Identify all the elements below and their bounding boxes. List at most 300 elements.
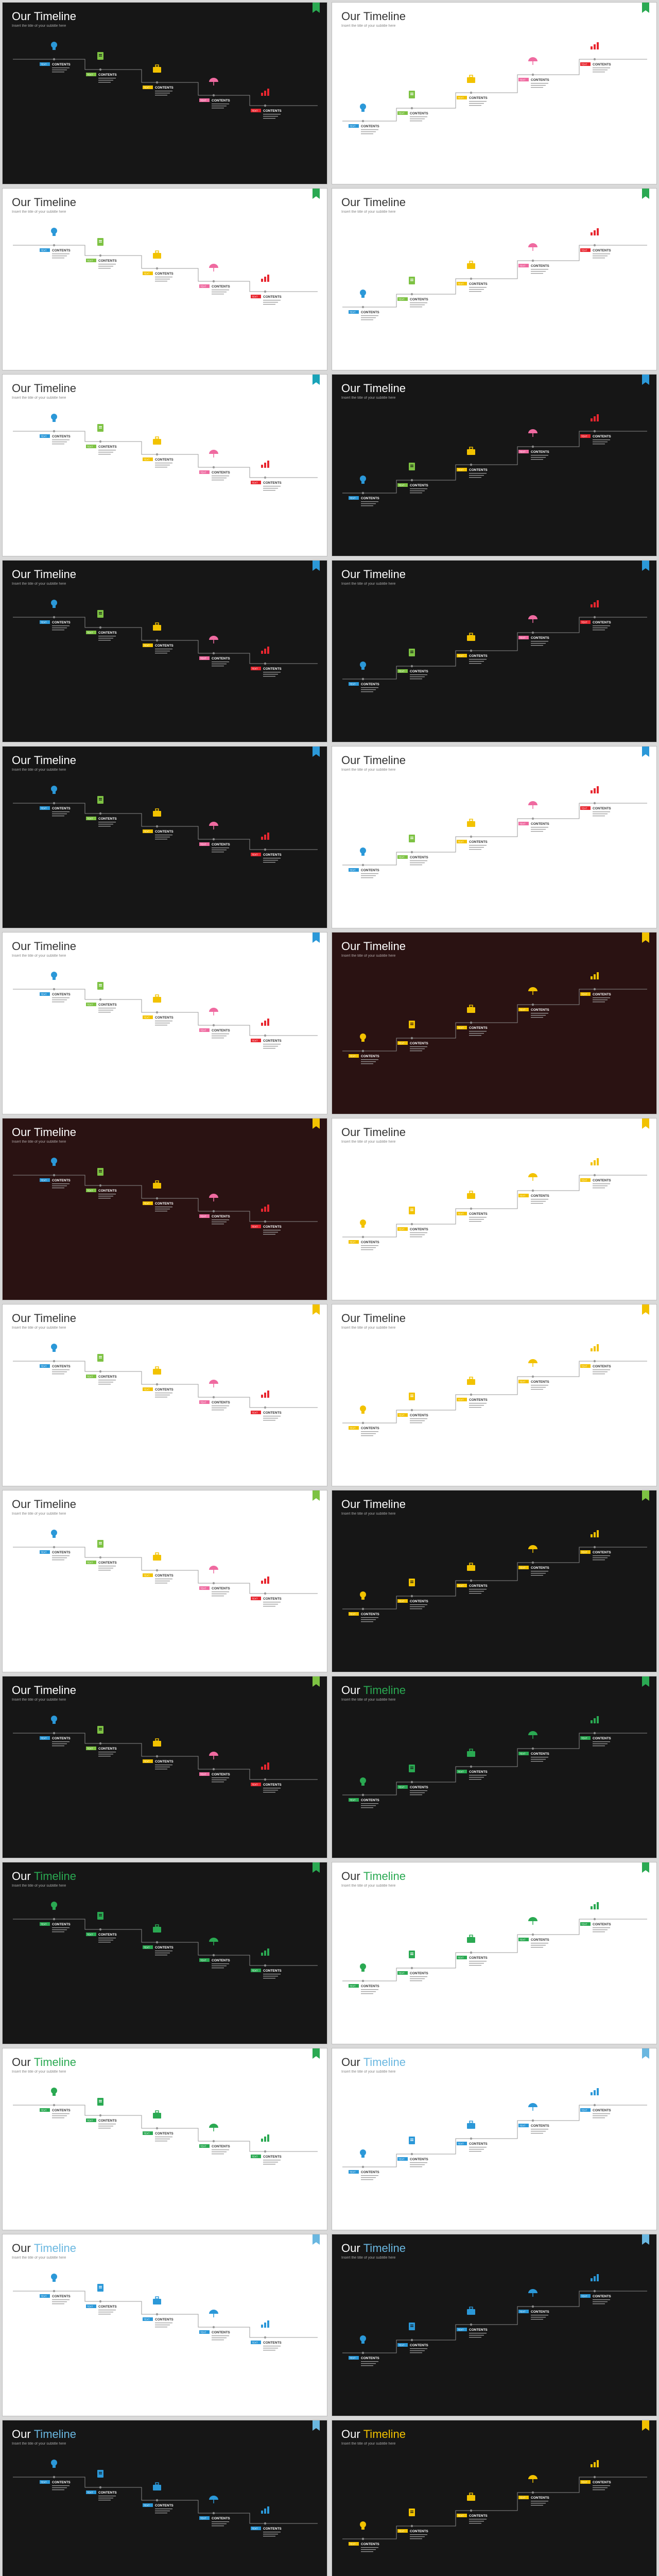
timeline-event <box>143 623 174 653</box>
slide-subtitle: Insert the title of your subtitle here <box>12 210 66 214</box>
tab-label: TEXT <box>581 249 587 252</box>
event-heading: CONTENTS <box>52 807 71 810</box>
timeline-event <box>86 424 117 454</box>
slide-thumbnail[interactable] <box>2 2420 327 2576</box>
slide-thumbnail[interactable] <box>332 1118 657 1300</box>
slide-thumbnail[interactable] <box>332 1676 657 1858</box>
slide-title-accent: Timeline <box>363 2242 406 2255</box>
event-heading: CONTENTS <box>410 298 428 301</box>
timeline-node <box>53 1918 55 1920</box>
event-heading: CONTENTS <box>593 1923 611 1926</box>
event-heading: CONTENTS <box>410 1972 428 1975</box>
timeline-node <box>594 1732 596 1734</box>
bulb-icon <box>361 2341 365 2344</box>
event-body-line <box>469 663 481 664</box>
event-heading: CONTENTS <box>98 2491 117 2495</box>
tab-label: TEXT <box>398 112 405 115</box>
event-body-line <box>410 118 425 119</box>
document-icon <box>99 2287 102 2289</box>
slide-thumbnail[interactable] <box>332 374 657 556</box>
document-icon <box>99 1730 102 1731</box>
tab-label: TEXT <box>581 807 587 810</box>
timeline-node <box>362 120 364 122</box>
event-body-line <box>593 1741 610 1742</box>
slide-subtitle: Insert the title of your subtitle here <box>341 1512 396 1516</box>
event-body-line <box>52 2487 67 2488</box>
timeline-event <box>40 1344 71 1374</box>
timeline-node <box>362 2352 364 2354</box>
timeline-node <box>594 244 596 246</box>
timeline-event <box>251 1391 282 1420</box>
event-heading: CONTENTS <box>410 1042 428 1045</box>
tab-label: TEXT <box>252 1783 258 1786</box>
timeline-event <box>86 2470 117 2500</box>
timeline-node <box>532 446 534 448</box>
event-heading: CONTENTS <box>531 2496 549 2500</box>
timeline-node <box>99 626 101 629</box>
tab-label: TEXT <box>519 1008 526 1011</box>
timeline-node <box>362 306 364 308</box>
event-heading: CONTENTS <box>98 73 117 77</box>
timeline-event <box>40 972 71 1002</box>
timeline-event <box>349 848 379 878</box>
tab-label: TEXT <box>458 1770 464 1773</box>
event-heading: CONTENTS <box>52 621 71 624</box>
event-heading: CONTENTS <box>361 2171 379 2174</box>
event-body-line <box>410 304 425 305</box>
timeline-node <box>411 479 413 481</box>
event-body-line <box>52 1369 70 1370</box>
slide-thumbnail[interactable] <box>2 746 327 928</box>
timeline-event <box>143 437 174 467</box>
event-body-line <box>410 1232 427 1233</box>
document-icon <box>410 1954 413 1955</box>
timeline-event <box>251 275 282 304</box>
slide-thumbnail[interactable] <box>2 560 327 742</box>
event-heading: CONTENTS <box>410 2530 428 2533</box>
timeline-event <box>397 1951 428 1981</box>
slide-thumbnail[interactable] <box>332 1490 657 1672</box>
timeline-node <box>53 58 55 60</box>
timeline-event <box>143 1925 174 1955</box>
timeline-node <box>213 466 215 468</box>
timeline-event <box>251 1205 282 1234</box>
event-body-line <box>361 133 373 134</box>
timeline-node <box>532 2120 534 2122</box>
slide-thumbnail[interactable] <box>2 2 327 184</box>
bulb-icon <box>53 1349 56 1352</box>
slide-thumbnail[interactable] <box>2 1676 327 1858</box>
tab-label: TEXT <box>519 1752 526 1755</box>
event-body-line <box>52 1557 67 1558</box>
slide-thumbnail[interactable] <box>332 2048 657 2230</box>
event-body-line <box>410 674 427 675</box>
event-body-line <box>361 1061 376 1062</box>
timeline-event <box>580 228 611 258</box>
timeline-event <box>580 1344 611 1374</box>
timeline-node <box>411 1781 413 1783</box>
briefcase-icon <box>470 819 473 821</box>
timeline-node <box>532 1004 534 1006</box>
timeline-node <box>53 2476 55 2478</box>
chart-icon <box>267 1577 269 1584</box>
briefcase-icon <box>155 809 159 811</box>
tab-label: TEXT <box>144 458 150 461</box>
slide-title-accent: Timeline <box>33 1312 77 1325</box>
timeline-event <box>397 649 428 679</box>
event-heading: CONTENTS <box>531 264 549 268</box>
event-body-line <box>361 2175 378 2176</box>
event-heading: CONTENTS <box>155 1388 174 1392</box>
slide-thumbnail[interactable] <box>332 2234 657 2416</box>
event-body-line <box>593 2489 605 2490</box>
tab-label: TEXT <box>350 311 356 314</box>
slide-thumbnail[interactable] <box>2 1862 327 2044</box>
event-body-line <box>361 2551 373 2552</box>
timeline-node <box>532 1190 534 1192</box>
event-heading: CONTENTS <box>52 1923 71 1926</box>
event-heading: CONTENTS <box>212 99 230 103</box>
slide-subtitle: Insert the title of your subtitle here <box>12 2070 66 2074</box>
slide-title-first: Our <box>341 1498 360 1511</box>
briefcase-icon <box>155 1181 159 1183</box>
slide-title-first: Our <box>12 1684 31 1697</box>
tab-label: TEXT <box>519 1380 526 1383</box>
slide-thumbnail[interactable] <box>332 2 657 184</box>
event-body-line <box>52 811 70 812</box>
event-heading: CONTENTS <box>98 1561 117 1565</box>
slide-title-first: Our <box>341 1126 360 1139</box>
slide-subtitle: Insert the title of your subtitle here <box>12 1698 66 1702</box>
chart-icon <box>597 414 599 421</box>
event-heading: CONTENTS <box>410 670 428 673</box>
timeline-node <box>470 2138 472 2140</box>
event-body-line <box>593 1183 610 1184</box>
timeline-node <box>213 2512 215 2514</box>
timeline-graphic <box>3 2048 327 2230</box>
timeline-event <box>86 2098 117 2128</box>
event-heading: CONTENTS <box>593 1551 611 1554</box>
timeline-event <box>86 1168 117 1198</box>
tab-label: TEXT <box>41 1923 47 1926</box>
briefcase-icon <box>155 1553 159 1555</box>
chart-icon <box>597 1902 599 1909</box>
event-body-line <box>212 1405 229 1406</box>
event-body-line <box>361 129 378 130</box>
event-heading: CONTENTS <box>263 481 282 485</box>
timeline-event <box>457 819 488 850</box>
event-heading: CONTENTS <box>593 249 611 252</box>
timeline-line <box>342 1361 647 1423</box>
tab-label: TEXT <box>144 1016 150 1019</box>
timeline-event <box>518 2289 549 2319</box>
timeline-event <box>457 2121 488 2151</box>
document-icon <box>410 1768 413 1769</box>
tab-label: TEXT <box>458 1398 464 1401</box>
event-heading: CONTENTS <box>469 96 488 100</box>
event-body-line <box>410 1606 425 1607</box>
slide-title-accent: Timeline <box>33 2428 77 2441</box>
slide-thumbnail[interactable] <box>2 2234 327 2416</box>
tab-label: TEXT <box>200 1029 206 1032</box>
event-body-line <box>361 1431 378 1432</box>
timeline-node <box>532 74 534 76</box>
timeline-event <box>518 615 549 646</box>
slide-subtitle: Insert the title of your subtitle here <box>341 768 396 772</box>
event-heading: CONTENTS <box>98 1003 117 1007</box>
timeline-graphic <box>3 189 327 370</box>
timeline-node <box>470 2324 472 2326</box>
timeline-event <box>199 1008 230 1038</box>
timeline-node <box>362 2166 364 2168</box>
briefcase-icon <box>470 1563 473 1565</box>
timeline-event <box>251 2134 282 2164</box>
timeline-event <box>251 2506 282 2536</box>
timeline-event <box>349 2149 379 2180</box>
timeline-node <box>264 2336 266 2338</box>
event-heading: CONTENTS <box>361 497 379 500</box>
timeline-event <box>143 65 174 95</box>
tab-label: TEXT <box>41 1551 47 1554</box>
timeline-event <box>349 1777 379 1808</box>
event-heading: CONTENTS <box>98 259 117 263</box>
tab-label: TEXT <box>458 2328 464 2331</box>
event-body-line <box>52 1371 67 1372</box>
timeline-event <box>40 2460 71 2490</box>
event-body-line <box>361 687 378 688</box>
timeline-node <box>470 1022 472 1024</box>
event-body-line <box>52 1555 70 1556</box>
event-body-line <box>52 999 67 1000</box>
event-body-line <box>410 862 425 863</box>
tab-label: TEXT <box>41 1365 47 1368</box>
slide-title-accent: Timeline <box>33 1870 77 1883</box>
tab-label: TEXT <box>252 1969 258 1972</box>
timeline-node <box>411 665 413 667</box>
bulb-icon <box>53 2465 56 2468</box>
event-body-line <box>361 1249 373 1250</box>
event-heading: CONTENTS <box>410 1228 428 1231</box>
slide-thumbnail[interactable] <box>2 188 327 370</box>
event-heading: CONTENTS <box>410 1414 428 1417</box>
timeline-event <box>143 2297 174 2327</box>
document-icon <box>99 1544 102 1545</box>
slide-title-first: Our <box>12 568 31 581</box>
timeline-node <box>470 1394 472 1396</box>
timeline-node <box>411 107 413 109</box>
slide-thumbnail[interactable] <box>2 1118 327 1300</box>
timeline-event <box>349 290 379 320</box>
event-heading: CONTENTS <box>469 840 488 844</box>
slide-title-accent: Timeline <box>363 1870 406 1883</box>
chart-icon <box>597 1530 599 1537</box>
timeline-event <box>251 1762 282 1792</box>
timeline-event <box>199 1194 230 1224</box>
chart-icon <box>267 1019 269 1026</box>
timeline-node <box>213 838 215 840</box>
chart-icon <box>267 461 269 468</box>
event-heading: CONTENTS <box>531 1752 549 1756</box>
timeline-graphic <box>332 1862 657 2044</box>
timeline-event <box>580 2274 611 2304</box>
timeline-node <box>53 2104 55 2106</box>
event-body-line <box>361 1621 373 1622</box>
document-icon <box>410 652 413 653</box>
document-icon <box>99 614 102 615</box>
event-body-line <box>361 1433 376 1434</box>
tab-label: TEXT <box>350 2357 356 2360</box>
tab-label: TEXT <box>398 484 405 487</box>
event-body-line <box>361 1803 378 1804</box>
slide-thumbnail[interactable] <box>2 2048 327 2230</box>
event-heading: CONTENTS <box>155 2504 174 2507</box>
timeline-node <box>411 1223 413 1225</box>
event-body-line <box>469 1221 481 1222</box>
event-body-line <box>593 1555 610 1556</box>
timeline-node <box>99 255 101 257</box>
slide-thumbnail[interactable] <box>2 1490 327 1672</box>
timeline-graphic <box>3 933 327 1114</box>
slide-title-first: Our <box>12 1870 31 1883</box>
tab-label: TEXT <box>458 282 464 285</box>
event-body-line <box>593 2485 610 2486</box>
slide-thumbnail[interactable] <box>2 374 327 556</box>
chart-icon <box>267 89 269 96</box>
bulb-icon <box>53 1535 56 1538</box>
event-heading: CONTENTS <box>361 1241 379 1244</box>
tab-label: TEXT <box>398 1786 405 1789</box>
slide-thumbnail[interactable] <box>332 2420 657 2576</box>
event-heading: CONTENTS <box>52 2295 71 2298</box>
timeline-node <box>264 1406 266 1409</box>
timeline-event <box>580 414 611 444</box>
document-icon <box>410 280 413 281</box>
timeline-event <box>518 2103 549 2133</box>
document-icon <box>410 2326 413 2327</box>
timeline-event <box>397 2137 428 2167</box>
event-heading: CONTENTS <box>212 2331 230 2334</box>
slide-thumbnail[interactable] <box>332 1304 657 1486</box>
slide-thumbnail[interactable] <box>332 1862 657 2044</box>
event-heading: CONTENTS <box>531 2124 549 2128</box>
timeline-node <box>594 2104 596 2106</box>
event-heading: CONTENTS <box>98 1375 117 1379</box>
tab-label: TEXT <box>581 2109 587 2112</box>
timeline-event <box>86 1726 117 1756</box>
event-body-line <box>361 317 376 318</box>
tab-label: TEXT <box>200 2331 206 2334</box>
event-heading: CONTENTS <box>593 621 611 624</box>
tab-label: TEXT <box>398 2158 405 2161</box>
event-heading: CONTENTS <box>155 1016 174 1020</box>
timeline-event <box>518 57 549 88</box>
slide-subtitle: Insert the title of your subtitle here <box>341 210 396 214</box>
tab-label: TEXT <box>458 1212 464 1215</box>
event-body-line <box>361 503 376 504</box>
timeline-event <box>40 2088 71 2118</box>
slide-thumbnail[interactable] <box>2 932 327 1114</box>
tab-label: TEXT <box>144 830 150 833</box>
timeline-node <box>411 1409 413 1411</box>
timeline-node <box>411 293 413 295</box>
timeline-event <box>397 277 428 307</box>
timeline-event <box>251 461 282 490</box>
event-body-line <box>593 1371 608 1372</box>
tab-label: TEXT <box>144 2318 150 2321</box>
timeline-event <box>580 1716 611 1746</box>
timeline-graphic <box>3 2234 327 2416</box>
bulb-icon <box>53 791 56 794</box>
slide-title-accent: Timeline <box>363 1684 406 1697</box>
timeline-graphic <box>332 2048 657 2230</box>
event-body-line <box>469 847 484 848</box>
bulb-icon <box>53 1907 56 1910</box>
timeline-event <box>397 1207 428 1237</box>
slide-title-accent: Timeline <box>33 196 77 209</box>
slide-title-first: Our <box>341 1870 360 1883</box>
event-body-line <box>593 67 610 68</box>
slide-thumbnail[interactable] <box>332 932 657 1114</box>
event-body-line <box>52 1745 64 1746</box>
event-heading: CONTENTS <box>263 2155 282 2159</box>
slide-subtitle: Insert the title of your subtitle here <box>12 1326 66 1330</box>
tab-label: TEXT <box>581 1365 587 1368</box>
timeline-node <box>264 849 266 851</box>
event-body-line <box>469 289 484 290</box>
timeline-event <box>397 1579 428 1609</box>
timeline-event <box>199 636 230 666</box>
tab-label: TEXT <box>581 993 587 996</box>
event-body-line <box>52 997 70 998</box>
tab-label: TEXT <box>87 2305 93 2308</box>
event-body-line <box>361 1247 376 1248</box>
timeline-event <box>143 251 174 281</box>
timeline-node <box>213 1582 215 1584</box>
event-body-line <box>361 1619 376 1620</box>
slide-subtitle: Insert the title of your subtitle here <box>341 396 396 400</box>
slide-thumbnail[interactable] <box>332 746 657 928</box>
event-body-line <box>410 1236 422 1237</box>
slide-thumbnail[interactable] <box>332 188 657 370</box>
event-heading: CONTENTS <box>469 2142 488 2146</box>
timeline-event <box>580 2460 611 2490</box>
timeline-node <box>264 1778 266 1781</box>
timeline-event <box>397 91 428 121</box>
timeline-node <box>53 802 55 804</box>
event-heading: CONTENTS <box>531 2310 549 2314</box>
timeline-event <box>86 2284 117 2314</box>
event-heading: CONTENTS <box>52 1179 71 1182</box>
timeline-node <box>156 1383 158 1385</box>
timeline-node <box>594 2290 596 2292</box>
briefcase-icon <box>155 251 159 253</box>
tab-label: TEXT <box>519 450 526 453</box>
timeline-event <box>518 987 549 1018</box>
event-body-line <box>361 1993 373 1994</box>
event-heading: CONTENTS <box>263 853 282 857</box>
timeline-graphic <box>332 3 657 184</box>
event-body-line <box>212 2149 229 2150</box>
slide-thumbnail[interactable] <box>332 560 657 742</box>
event-body-line <box>469 105 481 106</box>
event-body-line <box>410 1418 427 1419</box>
slide-title-first: Our <box>12 2242 31 2255</box>
timeline-node <box>470 464 472 466</box>
event-body-line <box>469 1407 481 1408</box>
event-body-line <box>212 2523 227 2524</box>
slide-thumbnail[interactable] <box>2 1304 327 1486</box>
timeline-node <box>362 1236 364 1238</box>
